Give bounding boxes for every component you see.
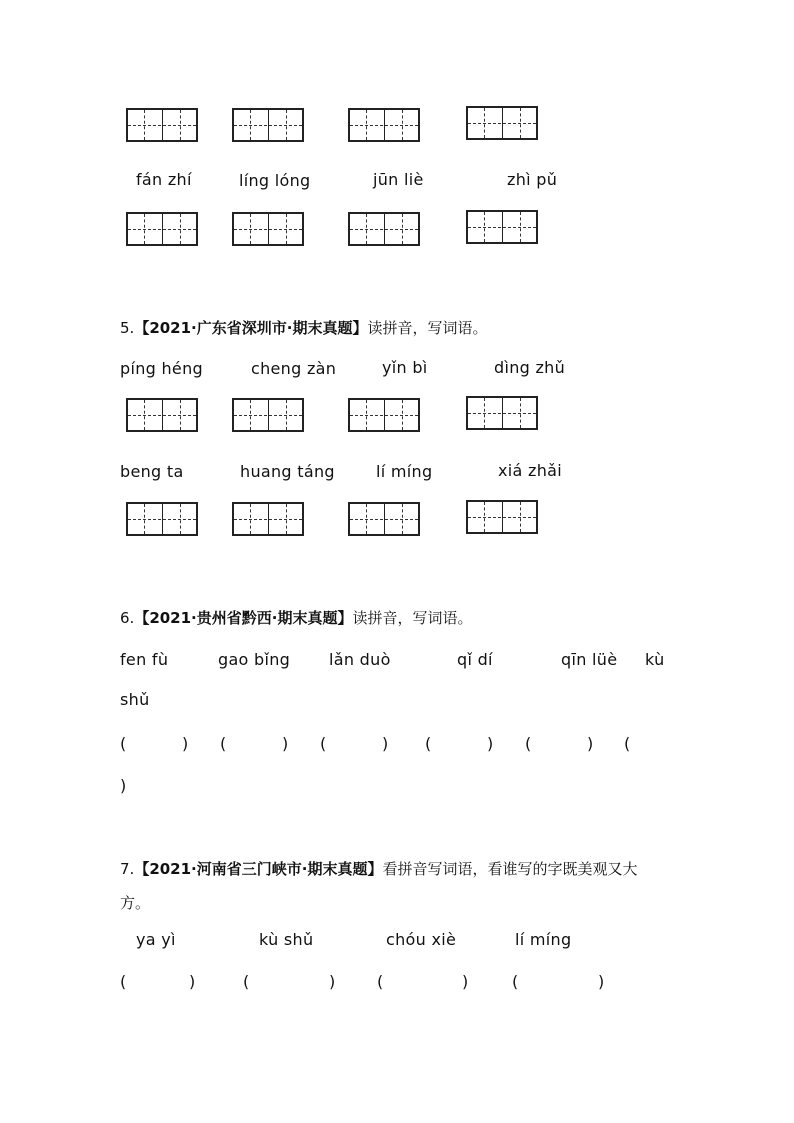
answer-paren-open[interactable]: ( [525,734,532,753]
question-tag: 【2021·广东省深圳市·期末真题】 [134,319,368,337]
writing-box[interactable] [126,502,198,536]
writing-box[interactable] [232,108,304,142]
answer-paren-close: ) [182,734,189,753]
answer-paren-open[interactable]: ( [120,972,127,991]
pinyin: chóu xiè [386,930,457,949]
answer-paren-open[interactable]: ( [120,734,127,753]
pinyin: beng ta [120,462,184,481]
answer-paren-close: ) [329,972,336,991]
writing-box[interactable] [466,210,538,244]
answer-paren-open[interactable]: ( [220,734,227,753]
writing-box[interactable] [466,106,538,140]
question-tag: 【2021·贵州省黔西·期末真题】 [134,609,353,627]
pinyin: lí míng [515,930,572,949]
writing-box[interactable] [126,398,198,432]
question-number: 6. [120,609,135,627]
pinyin: lǎn duò [329,650,391,669]
writing-box[interactable] [348,108,420,142]
pinyin: qīn lüè [561,650,618,669]
pinyin: jūn liè [373,170,424,189]
pinyin: shǔ [120,690,150,709]
writing-box[interactable] [232,398,304,432]
writing-box[interactable] [466,500,538,534]
question-title [120,317,487,338]
writing-box[interactable] [348,502,420,536]
writing-box[interactable] [232,502,304,536]
pinyin: lí míng [376,462,433,481]
question-title [120,858,637,879]
answer-paren-close: ) [587,734,594,753]
writing-box[interactable] [126,108,198,142]
pinyin: gao bǐng [218,650,291,669]
pinyin: kù [645,650,665,669]
answer-paren-close: ) [282,734,289,753]
answer-paren-open[interactable]: ( [377,972,384,991]
writing-box[interactable] [232,212,304,246]
question-instruction-wrap: 方。 [120,894,151,912]
pinyin: zhì pǔ [507,170,558,189]
pinyin: líng lóng [239,171,311,190]
pinyin: píng héng [120,359,203,378]
pinyin: yǐn bì [382,358,428,377]
answer-paren-open[interactable]: ( [320,734,327,753]
pinyin: kù shǔ [259,930,314,949]
pinyin: huang táng [240,462,335,481]
question-number: 7. [120,860,135,878]
pinyin: fán zhí [136,170,192,189]
writing-box[interactable] [126,212,198,246]
answer-paren-close: ) [462,972,469,991]
answer-paren-close: ) [487,734,494,753]
answer-paren-open[interactable]: ( [425,734,432,753]
pinyin: dìng zhǔ [494,358,566,377]
question-tag: 【2021·河南省三门峡市·期末真题】 [134,860,383,878]
answer-paren-open[interactable]: ( [624,734,631,753]
pinyin: qǐ dí [457,650,493,669]
pinyin: fen fù [120,650,169,669]
writing-box[interactable] [466,396,538,430]
answer-paren-close: ) [189,972,196,991]
question-title [120,607,472,628]
question-instruction: 读拼音，写词语。 [367,319,488,337]
pinyin: cheng zàn [251,359,337,378]
pinyin: xiá zhǎi [498,461,562,480]
pinyin: ya yì [136,930,176,949]
question-instruction: 看拼音写词语，看谁写的字既美观又大 [382,860,638,878]
answer-paren-open[interactable]: ( [243,972,250,991]
answer-paren-close: ) [382,734,389,753]
answer-paren-open[interactable]: ( [512,972,519,991]
writing-box[interactable] [348,398,420,432]
question-number: 5. [120,319,135,337]
answer-paren-close: ) [120,776,127,795]
question-instruction: 读拼音，写词语。 [352,609,473,627]
answer-paren-close: ) [598,972,605,991]
writing-box[interactable] [348,212,420,246]
